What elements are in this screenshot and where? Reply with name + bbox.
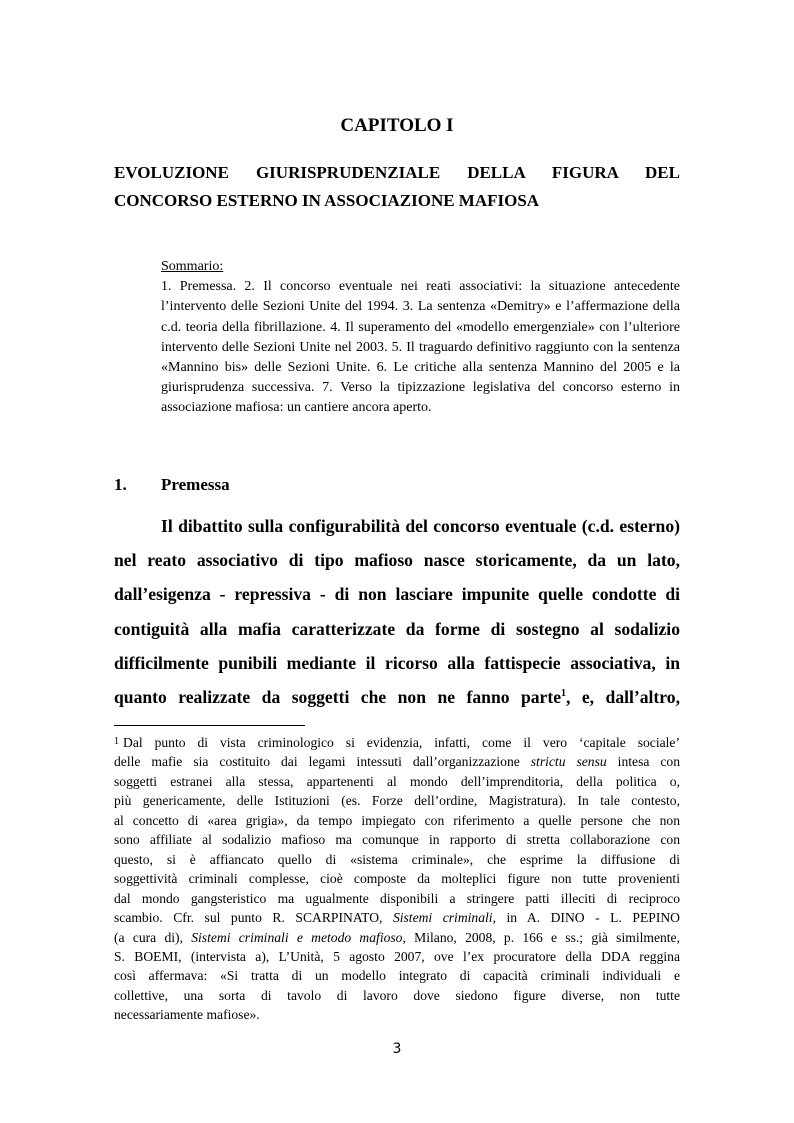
footnote-line: necessariamente mafiose». [114, 1007, 260, 1023]
summary-text: 1. Premessa. 2. Il concorso eventuale nei reati associativi: la situazione antecedente l’intervento delle Sezioni Unite del 1994. 3. La sentenza «Demitry» e l’affermazione della c.d. teoria della fibrillazione. 4. Il superamento del «modello emergenziale» con l’ulteriore intervento delle Sezioni Unite nel 2003. 5. Il traguardo definitivo raggiunto con la sentenza «Mannino bis» delle Sezioni Unite. 6. Le critiche alla sentenza Mannino del 2005 e la giurisprudenza successiva. 7. Verso la tipizzazione legislativa del concorso esterno in associazione mafiosa: un cantiere ancora aperto. [161, 279, 680, 416]
footnote-line-text: scambio. Cfr. sul punto R. SCARPINATO, [114, 910, 393, 926]
footnote-line: soggetti estranei alla stessa, appartenenti al mondo dell’imprenditoria, della politica o, [114, 773, 680, 789]
footnote-line: questo, si è affiancato quello di «sistema criminale», che esprime la diffusione di [114, 851, 680, 867]
footnote-line: sono affiliate al sodalizio mafioso ma comunque in rapporto di stretta collaborazione con [114, 832, 680, 848]
body-line: difficilmente punibili mediante il ricorso alla fattispecie associativa, in [114, 652, 680, 673]
chapter-subtitle-line: EVOLUZIONE GIURISPRUDENZIALE DELLA FIGURA DEL [114, 163, 680, 182]
footnote-line-text: , in A. DINO - L. PEPINO [492, 910, 680, 926]
summary-block [161, 257, 680, 419]
footnote-line: più genericamente, delle Istituzioni (es. Forze dell’ordine, Magistratura). In tale contesto, [114, 793, 680, 809]
body-line: Il dibattito sulla configurabilità del concorso eventuale (c.d. esterno) [161, 516, 680, 536]
footnote-line [114, 908, 680, 927]
footnote-line-text: Dal punto di vista criminologico si evidenzia, infatti, come il vero ‘capitale sociale’ [123, 735, 680, 750]
section-number: 1. [114, 475, 127, 494]
footnote-reference[interactable]: 1 [561, 688, 567, 700]
footnote-separator [114, 725, 305, 726]
body-line [114, 680, 680, 714]
footnote-line: dal mondo gangsteristico ma ugualmente disponibili a stringere patti illeciti di reciproco [114, 890, 680, 906]
body-line: dall’esigenza - repressiva - di non lasciare impunite quelle condotte di [114, 584, 680, 605]
footnote-marker: 1 [114, 736, 119, 747]
footnote-line-text: intesa con [606, 754, 680, 770]
footnote-line-text: delle mafie sia costituito dai legami intessuti dall’organizzazione [114, 754, 531, 770]
footnote-italic: strictu sensu [530, 754, 607, 770]
page-number: 3 [392, 1041, 402, 1057]
body-line-text: , e, dall’altro, [566, 687, 680, 708]
footnote-line: così affermava: «Si tratta di un modello integrato di capacità criminali individuali e [114, 968, 680, 984]
section-title: Premessa [161, 475, 230, 494]
chapter-subtitle [114, 159, 680, 215]
footnote-italic: Sistemi criminali e metodo mafioso [191, 929, 403, 945]
chapter-title: CAPITOLO I [340, 115, 454, 136]
footnote-line: soggettività criminali complesse, cioè composte da molteplici figure non tutte provenienti [114, 871, 680, 887]
footnote-line [114, 928, 680, 947]
body-paragraph [114, 509, 680, 714]
footnote-line: collettive, una sorta di tavolo di lavoro dove siedono figure diverse, non tutte [114, 987, 680, 1003]
body-line: contiguità alla mafia caratterizzate da forme di sostegno al sodalizio [114, 618, 680, 639]
section-heading [114, 475, 680, 495]
chapter-subtitle-line: CONCORSO ESTERNO IN ASSOCIAZIONE MAFIOSA [114, 191, 540, 210]
summary-label: Sommario: [161, 259, 224, 274]
footnote-line-text: , Milano, 2008, p. 166 e ss.; già similmente, [402, 929, 680, 945]
footnote-line [114, 752, 680, 771]
footnote-line: S. BOEMI, (intervista a), L’Unità, 5 agosto 2007, ove l’ex procuratore della DDA reggina [114, 948, 680, 964]
body-line: nel reato associativo di tipo mafioso nasce storicamente, da un lato, [114, 550, 680, 571]
footnote-line-text: (a cura di), [114, 929, 192, 945]
footnote-italic: Sistemi criminali [392, 910, 493, 926]
footnote-line: al concetto di «area grigia», da tempo impiegato con riferimento a quelle persone che non [114, 812, 680, 828]
body-line-text: quanto realizzate da soggetti che non ne fanno parte [114, 687, 562, 708]
footnote [114, 733, 680, 1025]
footnote-line [114, 733, 680, 752]
